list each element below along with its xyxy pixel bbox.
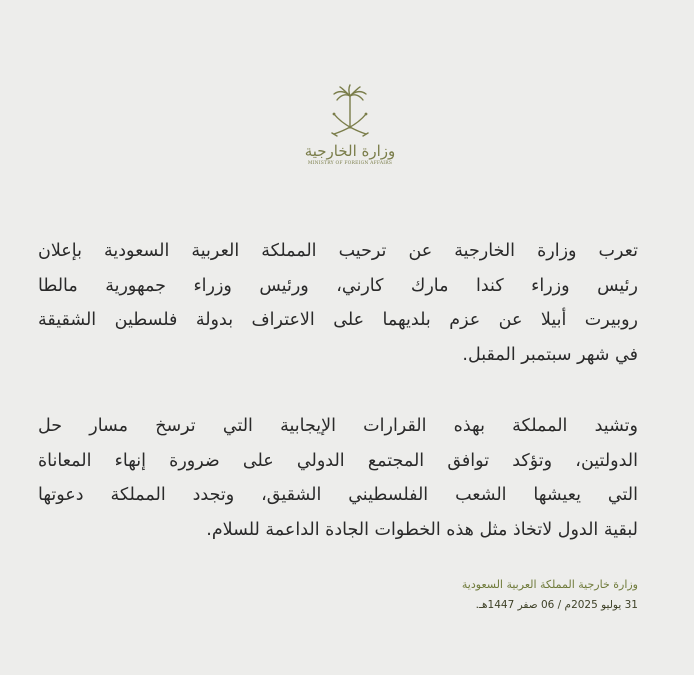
paragraph-1-line: روبيرت أبيلا عن عزم بلديهما على الاعتراف بدولة فلسطين الشقيقة — [38, 310, 638, 330]
logo-english-wordmark: MINISTRY OF FOREIGN AFFAIRS — [307, 161, 393, 166]
signature-date: 31 يوليو 2025م / 06 صفر 1447هـ. — [475, 599, 638, 611]
ministry-logo — [300, 84, 400, 184]
paragraph-1-line: رئيس وزراء كندا مارك كارني، ورئيس وزراء جمهورية مالطا — [38, 275, 638, 296]
signature-block — [338, 576, 638, 614]
signature-name: وزارة خارجية المملكة العربية السعودية — [461, 578, 638, 591]
paragraph-2-line: وتشيد المملكة بهذه القرارات الإيجابية التي ترسخ مسار حل — [38, 416, 638, 436]
paragraph-2 — [38, 409, 638, 547]
paragraph-1-line: في شهر سبتمبر المقبل. — [462, 344, 638, 365]
paragraph-2-line: لبقية الدول لاتخاذ مثل هذه الخطوات الجادة الداعمة للسلام. — [206, 519, 638, 540]
logo-arabic-wordmark: وزارة الخارجية — [304, 142, 396, 160]
paragraph-1 — [38, 234, 638, 372]
saudi-emblem-icon — [328, 84, 372, 142]
paragraph-1-line: تعرب وزارة الخارجية عن ترحيب المملكة العربية السعودية بإعلان — [38, 241, 638, 261]
statement-body — [38, 234, 638, 547]
paragraph-2-line: التي يعيشها الشعب الفلسطيني الشقيق، وتجدد المملكة دعوتها — [38, 485, 638, 505]
paragraph-2-line: الدولتين، وتؤكد توافق المجتمع الدولي على ضرورة إنهاء المعاناة — [38, 450, 638, 471]
